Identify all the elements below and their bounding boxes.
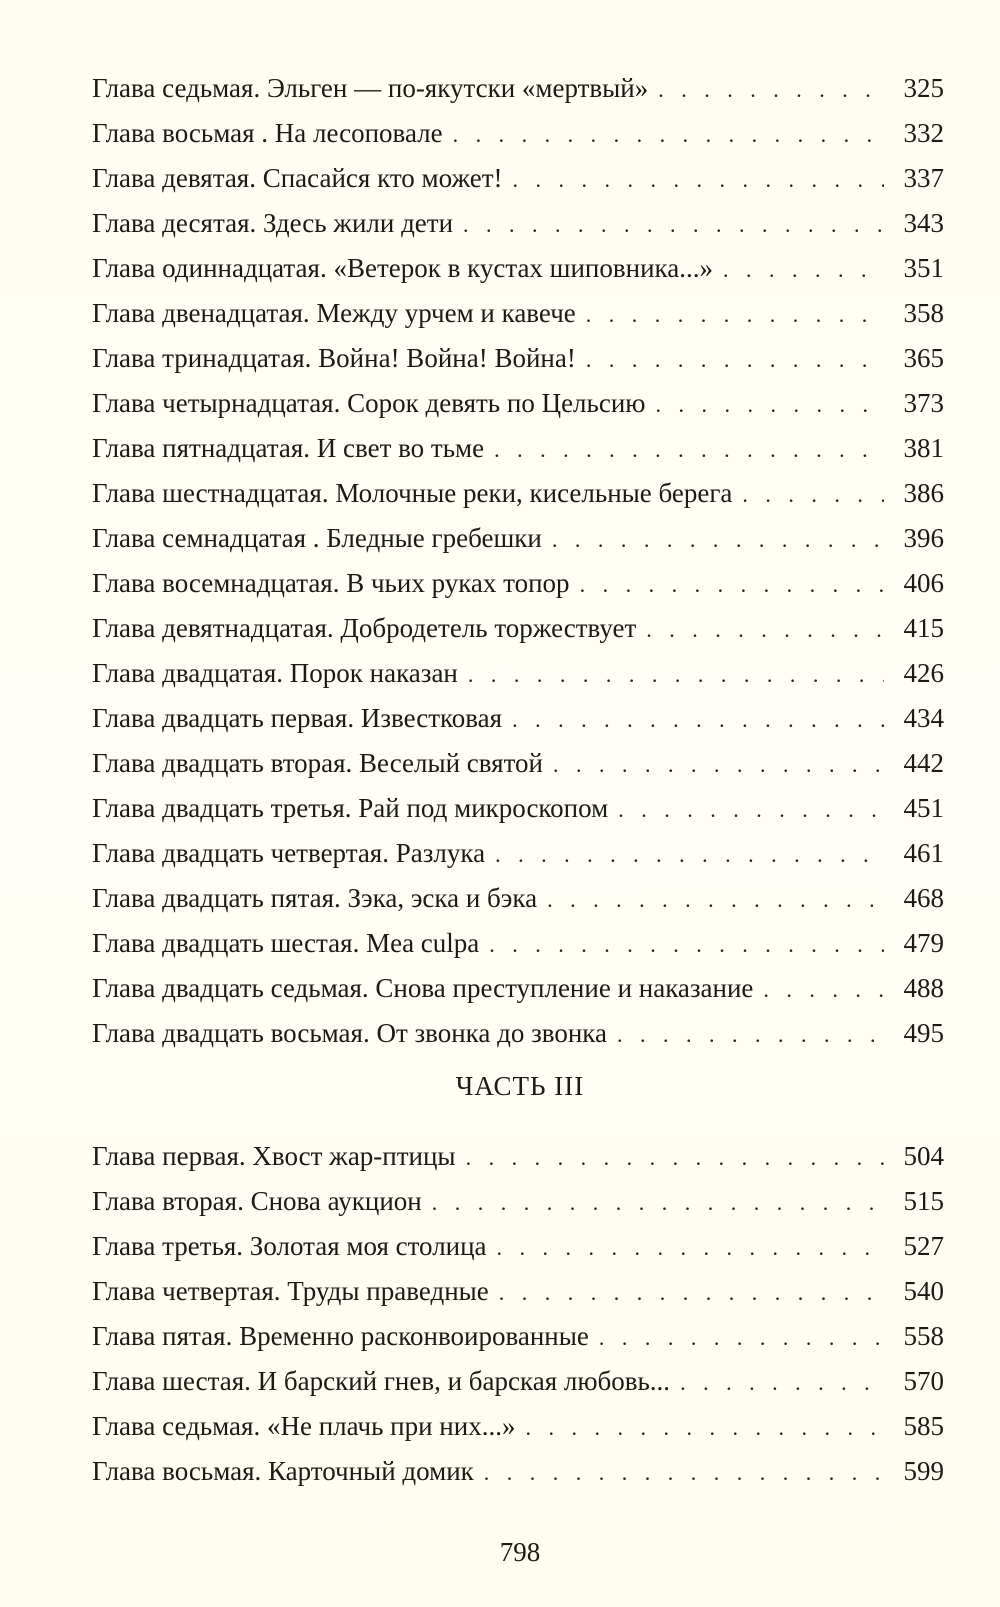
chapter-title: Глава первая. Хвост жар-птицы	[92, 1141, 456, 1171]
part-heading: ЧАСТЬ III	[455, 1071, 585, 1101]
dot-leader	[580, 562, 884, 607]
chapter-title: Глава двадцать пятая. Зэка, эска и бэка	[92, 883, 538, 913]
chapter-page-number: 332	[903, 118, 944, 148]
chapter-title: Глава двадцать вторая. Веселый святой	[92, 748, 543, 778]
chapter-page-number: 325	[903, 73, 944, 103]
dot-leader	[658, 67, 884, 112]
chapter-page-number: 373	[903, 388, 944, 418]
chapter-page-number: 461	[903, 838, 944, 868]
chapter-page-number: 527	[903, 1231, 944, 1261]
chapter-title: Глава шестнадцатая. Молочные реки, кисельные берега	[92, 478, 733, 508]
chapter-page-number: 426	[903, 658, 944, 688]
dot-leader	[495, 832, 884, 877]
dot-leader	[489, 922, 884, 967]
chapter-title: Глава двадцать четвертая. Разлука	[92, 838, 486, 868]
chapter-page-number: 585	[903, 1411, 944, 1441]
chapter-page-number: 406	[903, 568, 944, 598]
dot-leader	[553, 742, 884, 787]
chapter-title: Глава двадцать седьмая. Снова преступление и наказание	[92, 973, 754, 1003]
dot-leader	[617, 1012, 884, 1057]
dot-leader	[742, 472, 884, 517]
chapter-page-number: 396	[903, 523, 944, 553]
dot-leader	[680, 1360, 884, 1405]
toc-entry	[92, 1314, 944, 1359]
dot-leader	[494, 427, 884, 472]
dot-leader	[497, 1225, 884, 1270]
dot-leader	[599, 1315, 884, 1360]
dot-leader	[499, 1270, 884, 1315]
chapter-page-number: 343	[903, 208, 944, 238]
dot-leader	[655, 382, 884, 427]
toc-entry	[92, 966, 944, 1011]
chapter-title: Глава четырнадцатая. Сорок девять по Цельсию	[92, 388, 646, 418]
chapter-title: Глава двадцать первая. Известковая	[92, 703, 503, 733]
toc-entry	[92, 291, 944, 336]
chapter-page-number: 540	[903, 1276, 944, 1306]
dot-leader	[432, 1180, 884, 1225]
toc-entry	[92, 201, 944, 246]
toc-entry	[92, 1449, 944, 1494]
dot-leader	[468, 652, 884, 697]
dot-leader	[586, 292, 884, 337]
chapter-title: Глава тринадцатая. Война! Война! Война!	[92, 343, 576, 373]
toc-entry	[92, 1179, 944, 1224]
chapter-page-number: 495	[903, 1018, 944, 1048]
dot-leader	[723, 247, 884, 292]
toc-entry	[92, 1134, 944, 1179]
toc-entry	[92, 381, 944, 426]
chapter-title: Глава вторая. Снова аукцион	[92, 1186, 422, 1216]
chapter-title: Глава четвертая. Труды праведные	[92, 1276, 489, 1306]
toc-entry	[92, 921, 944, 966]
dot-leader	[453, 112, 884, 157]
chapter-page-number: 599	[903, 1456, 944, 1486]
chapter-title: Глава семнадцатая . Бледные гребешки	[92, 523, 542, 553]
dot-leader	[763, 967, 884, 1012]
dot-leader	[466, 1135, 884, 1180]
chapter-page-number: 365	[903, 343, 944, 373]
toc-entry	[92, 1359, 944, 1404]
table-of-contents-part-2	[92, 66, 944, 1056]
chapter-title: Глава двадцать восьмая. От звонка до звонка	[92, 1018, 607, 1048]
dot-leader	[618, 787, 884, 832]
toc-entry	[92, 1269, 944, 1314]
toc-entry	[92, 1011, 944, 1056]
toc-entry	[92, 336, 944, 381]
chapter-title: Глава седьмая. «Не плачь при них...»	[92, 1411, 516, 1441]
dot-leader	[484, 1450, 884, 1495]
dot-leader	[547, 877, 884, 922]
toc-entry	[92, 741, 944, 786]
chapter-title: Глава десятая. Здесь жили дети	[92, 208, 454, 238]
chapter-page-number: 442	[903, 748, 944, 778]
chapter-title: Глава двадцать третья. Рай под микроскопом	[92, 793, 609, 823]
toc-entry	[92, 831, 944, 876]
chapter-page-number: 504	[903, 1141, 944, 1171]
chapter-title: Глава двадцатая. Порок наказан	[92, 658, 458, 688]
chapter-page-number: 386	[903, 478, 944, 508]
chapter-title: Глава восемнадцатая. В чьих руках топор	[92, 568, 570, 598]
toc-entry	[92, 606, 944, 651]
chapter-page-number: 415	[903, 613, 944, 643]
toc-entry	[92, 561, 944, 606]
toc-entry	[92, 1404, 944, 1449]
chapter-page-number: 381	[903, 433, 944, 463]
chapter-page-number: 337	[903, 163, 944, 193]
chapter-title: Глава девятнадцатая. Добродетель торжествует	[92, 613, 637, 643]
chapter-title: Глава пятнадцатая. И свет во тьме	[92, 433, 485, 463]
chapter-title: Глава третья. Золотая моя столица	[92, 1231, 487, 1261]
toc-entry	[92, 696, 944, 741]
dot-leader	[513, 157, 884, 202]
toc-entry	[92, 471, 944, 516]
chapter-page-number: 570	[903, 1366, 944, 1396]
chapter-title: Глава седьмая. Эльген — по-якутски «мертвый»	[92, 73, 649, 103]
page-number: 798	[499, 1537, 541, 1567]
toc-entry	[92, 156, 944, 201]
toc-entry	[92, 1224, 944, 1269]
chapter-page-number: 358	[903, 298, 944, 328]
chapter-page-number: 468	[903, 883, 944, 913]
toc-entry	[92, 786, 944, 831]
chapter-page-number: 558	[903, 1321, 944, 1351]
dot-leader	[586, 337, 884, 382]
chapter-title: Глава одиннадцатая. «Ветерок в кустах шиповника...»	[92, 253, 713, 283]
dot-leader	[463, 202, 884, 247]
toc-entry	[92, 426, 944, 471]
toc-entry	[92, 876, 944, 921]
chapter-page-number: 479	[903, 928, 944, 958]
table-of-contents-part-3	[92, 1134, 944, 1494]
chapter-page-number: 434	[903, 703, 944, 733]
chapter-page-number: 488	[903, 973, 944, 1003]
dot-leader	[512, 697, 884, 742]
dot-leader	[646, 607, 884, 652]
chapter-title: Глава девятая. Спасайся кто может!	[92, 163, 503, 193]
chapter-title: Глава двенадцатая. Между урчем и кавече	[92, 298, 576, 328]
toc-entry	[92, 651, 944, 696]
chapter-title: Глава восьмая . На лесоповале	[92, 118, 443, 148]
chapter-page-number: 515	[903, 1186, 944, 1216]
chapter-page-number: 351	[903, 253, 944, 283]
toc-entry	[92, 111, 944, 156]
toc-entry	[92, 66, 944, 111]
dot-leader	[525, 1405, 884, 1450]
chapter-title: Глава двадцать шестая. Mea culpa	[92, 928, 480, 958]
chapter-title: Глава шестая. И барский гнев, и барская любовь...	[92, 1366, 671, 1396]
chapter-title: Глава восьмая. Карточный домик	[92, 1456, 474, 1486]
chapter-title: Глава пятая. Временно расконвоированные	[92, 1321, 589, 1351]
toc-entry	[92, 246, 944, 291]
dot-leader	[552, 517, 884, 562]
chapter-page-number: 451	[903, 793, 944, 823]
toc-entry	[92, 516, 944, 561]
